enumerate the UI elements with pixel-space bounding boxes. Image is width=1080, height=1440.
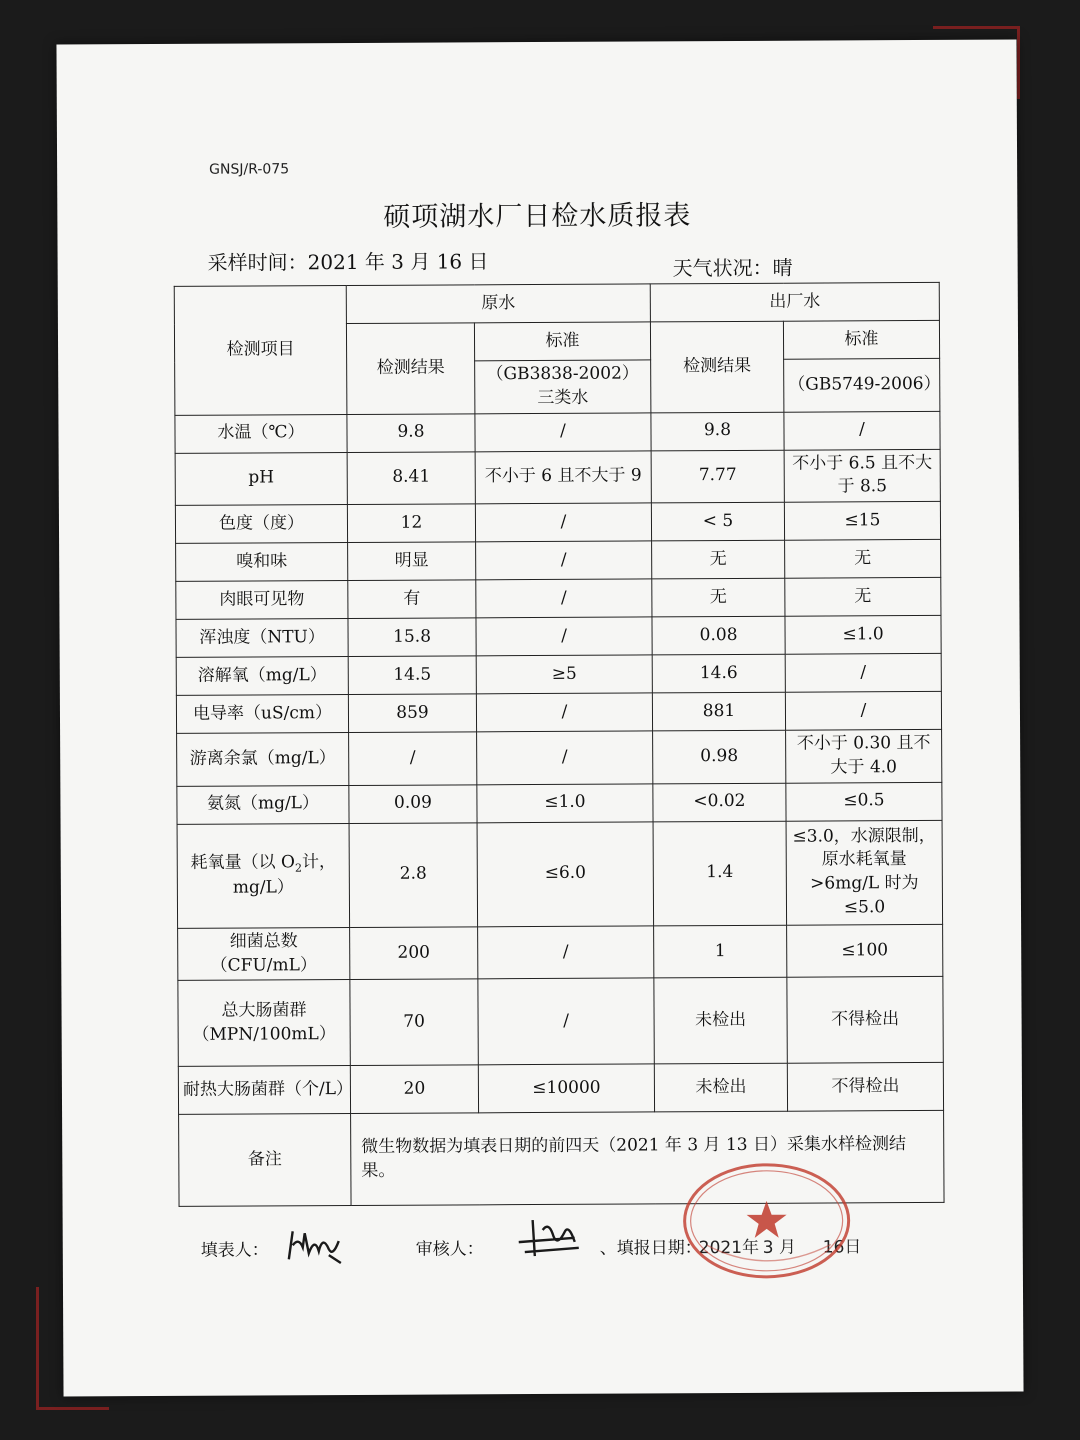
test-item-name: 溶解氧（mg/L） <box>176 657 348 696</box>
report-date-day: 16日 <box>822 1237 862 1258</box>
remark-text: 微生物数据为填表日期的前四天（2021 年 3 月 13 日）采集水样检测结果。 <box>351 1111 944 1206</box>
raw-water-standard: ≤6.0 <box>477 822 654 927</box>
raw-water-standard: / <box>477 731 653 785</box>
test-item-name: 肉眼可见物 <box>176 581 348 620</box>
raw-water-result: 9.8 <box>347 413 475 452</box>
finished-water-result: 7.77 <box>651 450 784 503</box>
table-row <box>176 616 941 658</box>
raw-water-result: / <box>349 732 477 785</box>
test-item-name: 总大肠菌群（MPN/100mL） <box>178 980 350 1067</box>
test-item-name: 游离余氯（mg/L） <box>177 733 349 786</box>
finished-water-standard: 不小于 6.5 且不大于 8.5 <box>784 449 940 502</box>
table-row <box>176 578 941 620</box>
test-item-name-part: 计，mg/L） <box>232 852 336 898</box>
raw-water-result: 14.5 <box>348 656 476 695</box>
header-finished-water: 出厂水 <box>650 282 939 322</box>
report-title: 硕项湖水厂日检水质报表 <box>383 200 692 233</box>
filler-label: 填表人： <box>200 1240 269 1261</box>
raw-standard-reference: （GB3838-2002）三类水 <box>475 360 651 414</box>
finished-water-standard: ≤100 <box>787 924 943 977</box>
finished-water-result: 未检出 <box>654 1064 787 1113</box>
raw-water-standard: / <box>476 579 652 618</box>
raw-water-result: 明显 <box>348 542 476 581</box>
test-item-name: 耐热大肠菌群（个/L） <box>178 1066 350 1115</box>
report-date-year: 2021年 <box>698 1237 760 1259</box>
finished-water-standard: 无 <box>785 540 941 579</box>
water-quality-table <box>174 282 945 1207</box>
raw-water-standard: ≤10000 <box>478 1064 654 1113</box>
finished-water-standard: ≤15 <box>784 502 940 541</box>
header-finished-result: 检测结果 <box>650 321 783 412</box>
finished-water-result: 0.98 <box>653 730 786 783</box>
table-row <box>178 977 943 1067</box>
test-item-name: 浑浊度（NTU） <box>176 619 348 658</box>
finished-water-result: 无 <box>652 540 785 579</box>
test-item-name: 电导率（uS/cm） <box>176 695 348 734</box>
raw-water-standard: / <box>475 413 651 452</box>
raw-water-standard: / <box>476 617 652 656</box>
reviewer-signature <box>515 1212 585 1262</box>
table-row <box>177 730 942 787</box>
filler-signature <box>285 1223 347 1267</box>
test-item-name-part: 耗氧量（以 O <box>190 852 295 873</box>
raw-water-result: 12 <box>347 504 475 543</box>
table-row <box>177 820 943 928</box>
test-item-name: pH <box>175 452 347 505</box>
finished-water-result: 未检出 <box>654 978 787 1065</box>
raw-water-standard: 不小于 6 且不大于 9 <box>475 451 651 505</box>
test-item-name: 氨氮（mg/L） <box>177 785 349 824</box>
finished-water-result: < 5 <box>651 502 784 541</box>
finished-water-result: 无 <box>652 578 785 617</box>
finished-water-standard: 无 <box>785 578 941 617</box>
raw-water-standard: ≤1.0 <box>477 784 653 823</box>
test-item-name: 色度（度） <box>175 505 347 544</box>
raw-water-standard: / <box>478 978 654 1065</box>
raw-water-standard: / <box>475 503 651 542</box>
table-row <box>175 502 940 544</box>
test-item-name: 细菌总数（CFU/mL） <box>178 927 350 980</box>
raw-water-result: 2.8 <box>349 823 478 928</box>
raw-water-standard: / <box>476 693 652 732</box>
test-item-name <box>177 823 350 928</box>
table-row <box>175 449 940 506</box>
raw-water-result: 200 <box>350 927 478 980</box>
finished-water-result: 1 <box>654 925 787 978</box>
table-row <box>177 782 942 824</box>
reviewer-label: 审核人： <box>415 1239 484 1260</box>
finished-water-result: 1.4 <box>653 821 787 926</box>
report-sheet <box>56 39 1023 1396</box>
table-row <box>178 924 943 981</box>
finished-water-standard: ≤0.5 <box>786 782 942 821</box>
finished-water-result: 9.8 <box>651 412 784 451</box>
raw-water-result: 15.8 <box>348 618 476 657</box>
finished-water-standard: 不得检出 <box>787 977 943 1064</box>
finished-water-result: 881 <box>652 692 785 731</box>
finished-water-result: 0.08 <box>652 616 785 655</box>
table-row <box>175 411 940 453</box>
remark-label: 备注 <box>179 1114 351 1207</box>
weather-status: 天气状况：晴 <box>672 255 793 281</box>
raw-water-result: 有 <box>348 580 476 619</box>
table-row <box>178 1063 943 1115</box>
raw-water-result: 70 <box>350 979 478 1066</box>
raw-water-standard: / <box>476 541 652 580</box>
test-item-name: 嗅和味 <box>176 543 348 582</box>
table-row <box>176 692 941 734</box>
report-date-label: 、填报日期： <box>599 1238 702 1259</box>
table-row <box>176 654 941 696</box>
official-seal <box>680 1160 857 1281</box>
finished-water-standard: / <box>785 692 941 731</box>
header-finished-standard: 标准 <box>783 320 939 359</box>
test-item-name: 水温（℃） <box>175 414 347 453</box>
header-test-item: 检测项目 <box>174 286 347 415</box>
header-raw-result: 检测结果 <box>346 323 474 414</box>
finished-water-result: <0.02 <box>653 783 786 822</box>
raw-water-result: 20 <box>350 1065 478 1114</box>
sampling-time: 采样时间：2021 年 3 月 16 日 <box>207 249 489 275</box>
header-raw-water: 原水 <box>346 284 650 324</box>
table-row <box>176 540 941 582</box>
raw-water-result: 859 <box>348 694 476 733</box>
finished-water-standard: / <box>784 411 940 450</box>
finished-water-standard: 不得检出 <box>787 1063 943 1112</box>
subscript: 2 <box>294 861 302 875</box>
report-date-month: 3 月 <box>762 1237 797 1258</box>
document-code: GNSJ/R-075 <box>209 161 290 178</box>
raw-water-result: 0.09 <box>349 785 477 824</box>
raw-water-result: 8.41 <box>347 451 475 504</box>
finished-water-result: 14.6 <box>652 654 785 693</box>
finished-water-standard: 不小于 0.30 且不大于 4.0 <box>786 730 942 783</box>
raw-water-standard: ≥5 <box>476 655 652 694</box>
finished-water-standard: ≤1.0 <box>785 616 941 655</box>
finished-water-standard: ≤3.0，水源限制，原水耗氧量>6mg/L 时为≤5.0 <box>786 820 943 925</box>
finished-standard-reference: （GB5749-2006） <box>784 358 940 411</box>
raw-water-standard: / <box>478 926 654 980</box>
finished-water-standard: / <box>785 654 941 693</box>
header-raw-standard: 标准 <box>474 322 650 361</box>
